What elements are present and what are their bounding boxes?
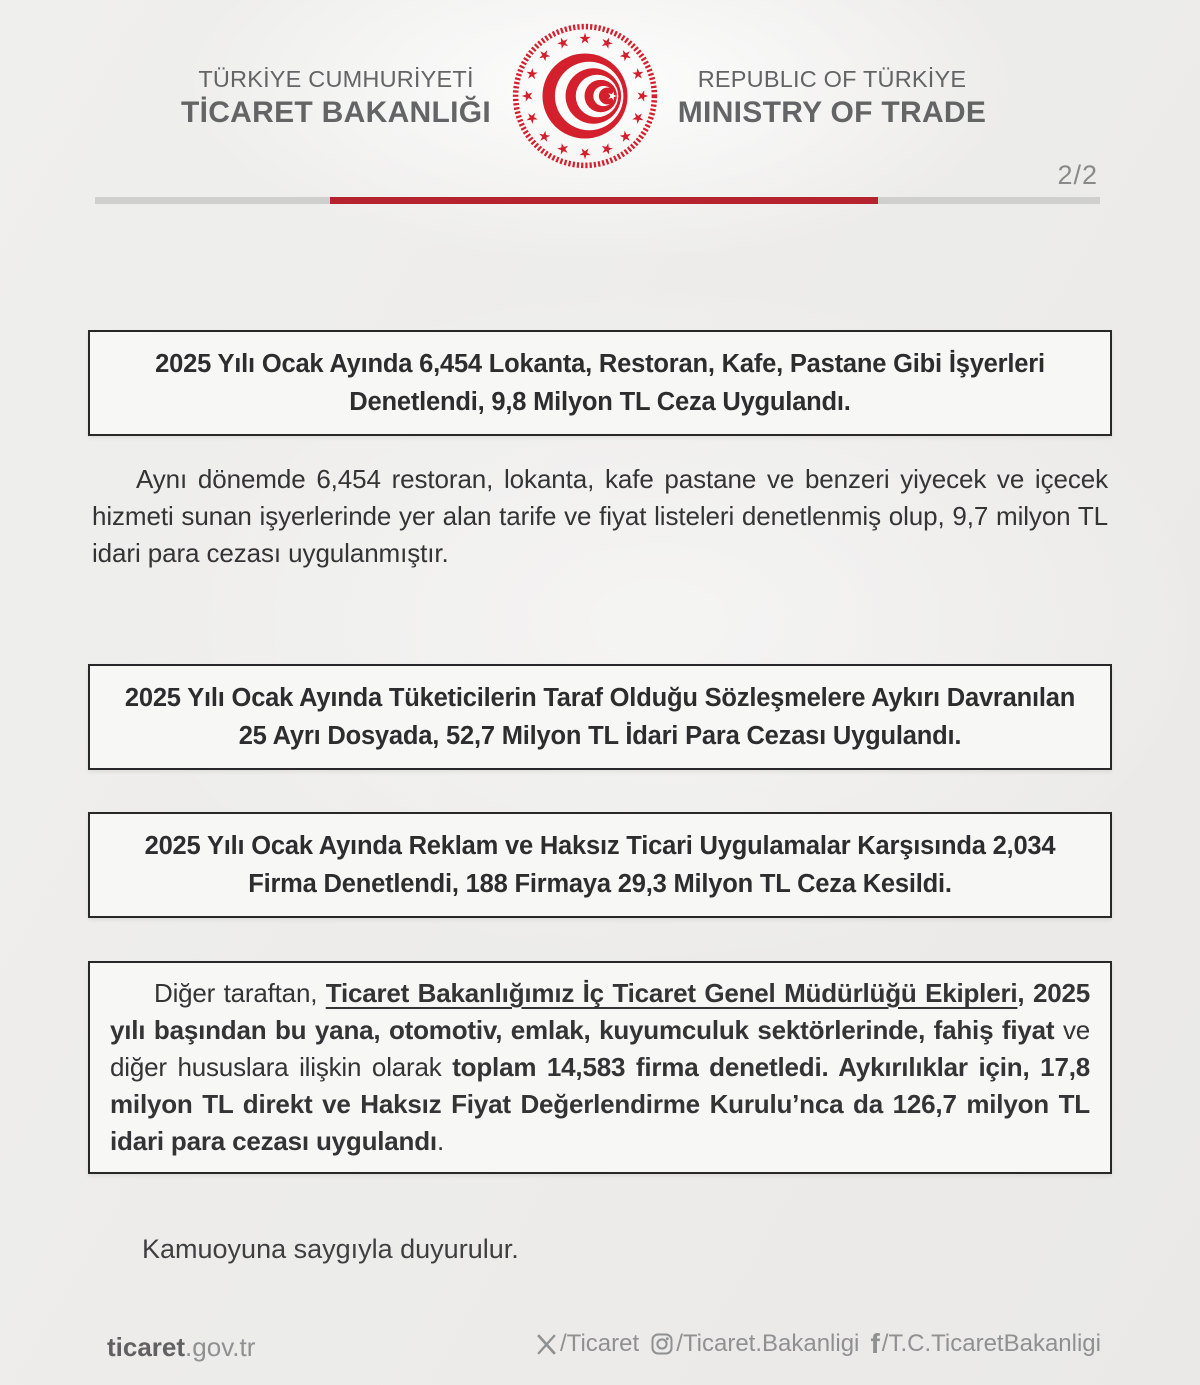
facebook-link[interactable] (870, 1330, 1101, 1358)
ministry-name-en-line2: MINISTRY OF TRADE (677, 96, 987, 129)
twitter-link[interactable] (535, 1330, 639, 1358)
closing-statement: Kamuoyuna saygıyla duyurulur. (142, 1234, 519, 1264)
website-rest-part: .gov.tr (185, 1332, 256, 1362)
headline-box-consumer-contracts: 2025 Yılı Ocak Ayında Tüketicilerin Taraf Olduğu Sözleşmelere Aykırı Davranılan 25 Ayrı Dosyada, 52,7 Milyon TL İdari Para Cezası Uygulandı. (88, 664, 1112, 770)
divider-gray-right (878, 197, 1100, 204)
divider-gray-left (95, 197, 330, 204)
paragraph-box-domestic-trade-inspections (88, 961, 1112, 1174)
text-segment: 2025 yılı başından bu yana, otomotiv, emlak, kuyumculuk sektörlerinde, fahiş fiyat (110, 978, 1090, 1045)
divider-red-segment (330, 197, 878, 204)
instagram-handle: /Ticaret.Bakanligi (676, 1330, 860, 1357)
x-twitter-icon (535, 1333, 558, 1356)
text-segment: , (1017, 978, 1033, 1008)
paragraph-tariff-price-lists (92, 461, 1108, 572)
text-segment: . (436, 1126, 444, 1156)
social-links-row (535, 1330, 1101, 1358)
text-segment: . (441, 538, 449, 568)
text-segment: toplam 14,583 firma denetledi. Aykırılıklar için, 17,8 milyon TL direkt ve Haksız Fiyat Değerlendirme Kurulu’nca da 126,7 milyon TL idari para cezası uygulandı (110, 1052, 1090, 1156)
instagram-link[interactable] (650, 1330, 859, 1358)
ministry-name-en-line1: REPUBLIC OF TÜRKİYE (697, 66, 967, 92)
headline-box-advertising-practices: 2025 Yılı Ocak Ayında Reklam ve Haksız Ticari Uygulamalar Karşısında 2,034 Firma Denetlendi, 188 Firmaya 29,3 Milyon TL Ceza Kesildi. (88, 812, 1112, 918)
page-indicator: 2/2 (1057, 160, 1098, 190)
ministry-name-tr-line2: TİCARET BAKANLIĞI (180, 96, 492, 129)
ministry-name-tr-line1: TÜRKİYE CUMHURİYETİ (198, 66, 474, 92)
ministry-of-trade-emblem-icon (511, 22, 659, 170)
instagram-icon (650, 1332, 674, 1356)
ministry-name-turkish (160, 66, 512, 130)
text-segment: 6,454 restoran, lokanta, kafe pastane ve benzeri yiyecek ve içecek hizmeti sunan işyerlerinde yer alan tarife ve fiyat listeleri denetlenmiş olup, 9,7 milyon TL idari para cezası uygulanmıştır (92, 464, 1109, 568)
website-link[interactable] (107, 1332, 255, 1363)
text-segment: ve diğer hususlara ilişkin olarak (110, 1015, 1090, 1082)
twitter-handle: /Ticaret (560, 1330, 640, 1357)
text-segment: Aynı dönemde (136, 464, 317, 494)
facebook-handle: /T.C.TicaretBakanligi (881, 1330, 1101, 1357)
facebook-icon: f (870, 1328, 880, 1359)
ministry-name-english (656, 66, 1008, 130)
headline-box-restaurant-inspections: 2025 Yılı Ocak Ayında 6,454 Lokanta, Restoran, Kafe, Pastane Gibi İşyerleri Denetlendi, 9,8 Milyon TL Ceza Uygulandı. (88, 330, 1112, 436)
header-divider (95, 197, 1100, 204)
text-segment: Diğer taraftan, (154, 978, 326, 1008)
website-bold-part: ticaret (107, 1332, 186, 1362)
text-segment: Ticaret Bakanlığımız İç Ticaret Genel Müdürlüğü Ekipleri (325, 978, 1018, 1008)
